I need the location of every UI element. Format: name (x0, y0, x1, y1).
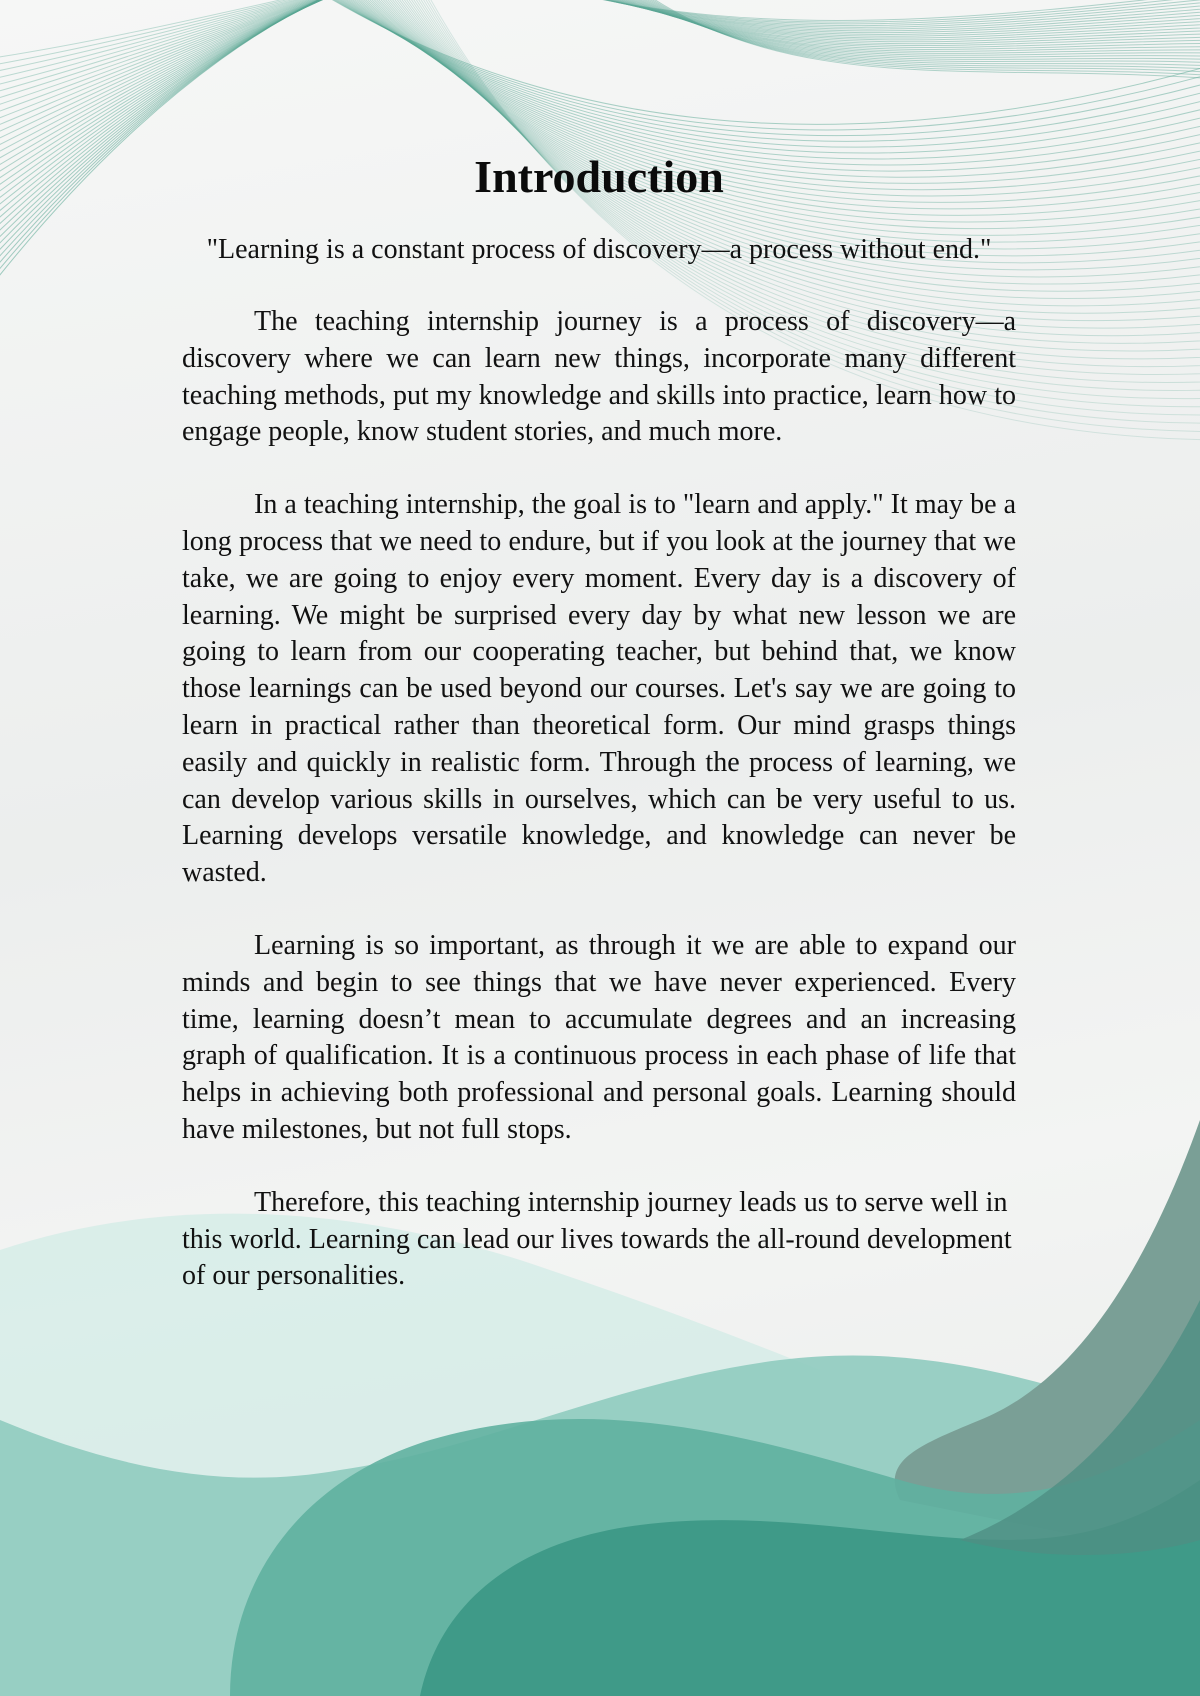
paragraph-3: Learning is so important, as through it we are able to expand our minds and begin to see things that we have never experienced. Every time, learning doesn’t mean to accumulate degrees and an increasing graph of qualification. It is a continuous process in each phase of life that helps in achieving both professional and personal goals. Learning should have milestones, but not full stops. (182, 929, 1016, 1145)
document-content (182, 145, 1016, 1295)
paragraph-2: In a teaching internship, the goal is to "learn and apply." It may be a long process that we need to endure, but if you look at the journey that we take, we are going to enjoy every moment. Every day is a discovery of learning. We might be surprised every day by what new lesson we are going to learn from our cooperating teacher, but behind that, we know those learnings can be used beyond our courses. Let's say we are going to learn in practical rather than theoretical form. Our mind grasps things easily and quickly in realistic form. Through the process of learning, we can develop various skills in ourselves, which can be very useful to us. Learning develops versatile knowledge, and knowledge can never be wasted. (182, 489, 1016, 889)
page-title: Introduction (474, 151, 724, 202)
opening-quote: "Learning is a constant process of discovery—a process without end." (206, 234, 992, 265)
paragraph-4: Therefore, this teaching internship journey leads us to serve well in this world. Learning can lead our lives towards the all-round development of our personalities. (182, 1186, 1012, 1292)
paragraph-1: The teaching internship journey is a process of discovery—a discovery where we can learn new things, incorporate many different teaching methods, put my knowledge and skills into practice, learn how to engage people, know student stories, and much more. (182, 306, 1016, 448)
decorative-line (625, 0, 1200, 63)
